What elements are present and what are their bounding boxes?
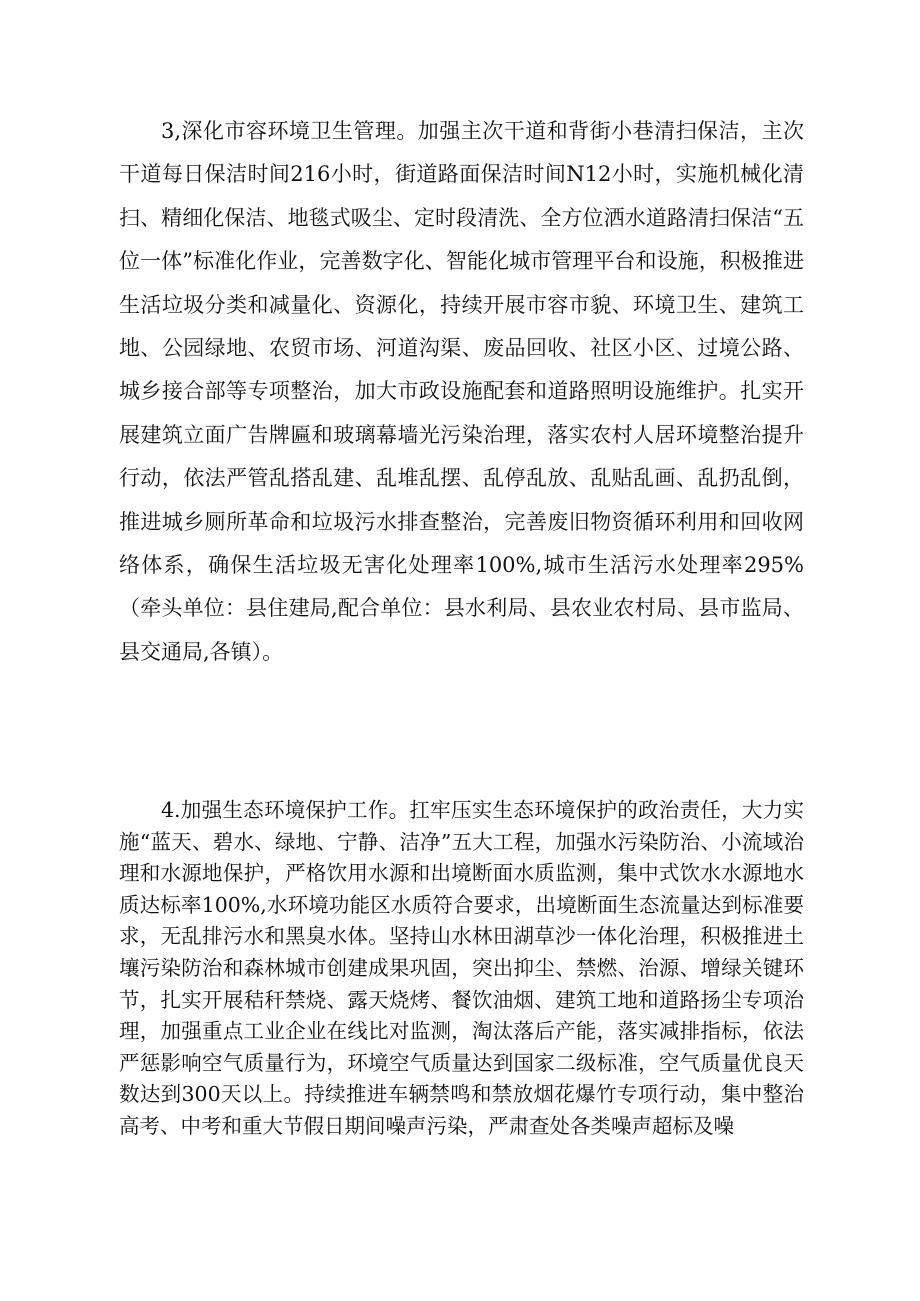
paragraph-city-sanitation: 3,深化市容环境卫生管理。加强主次干道和背街小巷清扫保洁，主次干道每日保洁时间216小时，街道路面保洁时间N12小时，实施机械化清扫、精细化保洁、地毯式吸尘、定时段清洗、全方位洒水道路清扫保洁“五位一体”标准化作业，完善数字化、智能化城市管理平台和设施，积极推进生活垃圾分类和减量化、资源化，持续开展市容市貌、环境卫生、建筑工地、公园绿地、农贸市场、河道沟渠、废品回收、社区小区、过境公路、城乡接合部等专项整治，加大市政设施配套和道路照明设施维护。扎实开展建筑立面广告牌匾和玻璃幕墙光污染治理，落实农村人居环境整治提升行动，依法严管乱搭乱建、乱堆乱摆、乱停乱放、乱贴乱画、乱扔乱倒，推进城乡厕所革命和垃圾污水排查整治，完善废旧物资循环利用和回收网络体系，确保生活垃圾无害化处理率100%,城市生活污水处理率295%（牵头单位：县住建局,配合单位：县水利局、县农业农村局、县市监局、县交通局,各镇）。 [119, 119, 804, 664]
paragraph-ecological-protection: 4.加强生态环境保护工作。扛牢压实生态环境保护的政治责任，大力实施“蓝天、碧水、绿地、宁静、洁净”五大工程，加强水污染防治、小流域治理和水源地保护，严格饮用水源和出境断面水质监测，集中式饮水水源地水质达标率100%,水环境功能区水质符合要求，出境断面生态流量达到标准要求，无乱排污水和黑臭水体。坚持山水林田湖草沙一体化治理，积极推进土壤污染防治和森林城市创建成果巩固，突出抑尘、禁燃、治源、增绿关键环节，扎实开展秸秆禁烧、露天烧烤、餐饮油烟、建筑工地和道路扬尘专项治理，加强重点工业企业在线比对监测，淘汰落后产能，落实减排指标，依法严惩影响空气质量行为，环境空气质量达到国家二级标准，空气质量优良天数达到300天以上。持续推进车辆禁鸣和禁放烟花爆竹专项行动，集中整治高考、中考和重大节假日期间噪声污染，严肃查处各类噪声超标及噪 [119, 798, 804, 1138]
